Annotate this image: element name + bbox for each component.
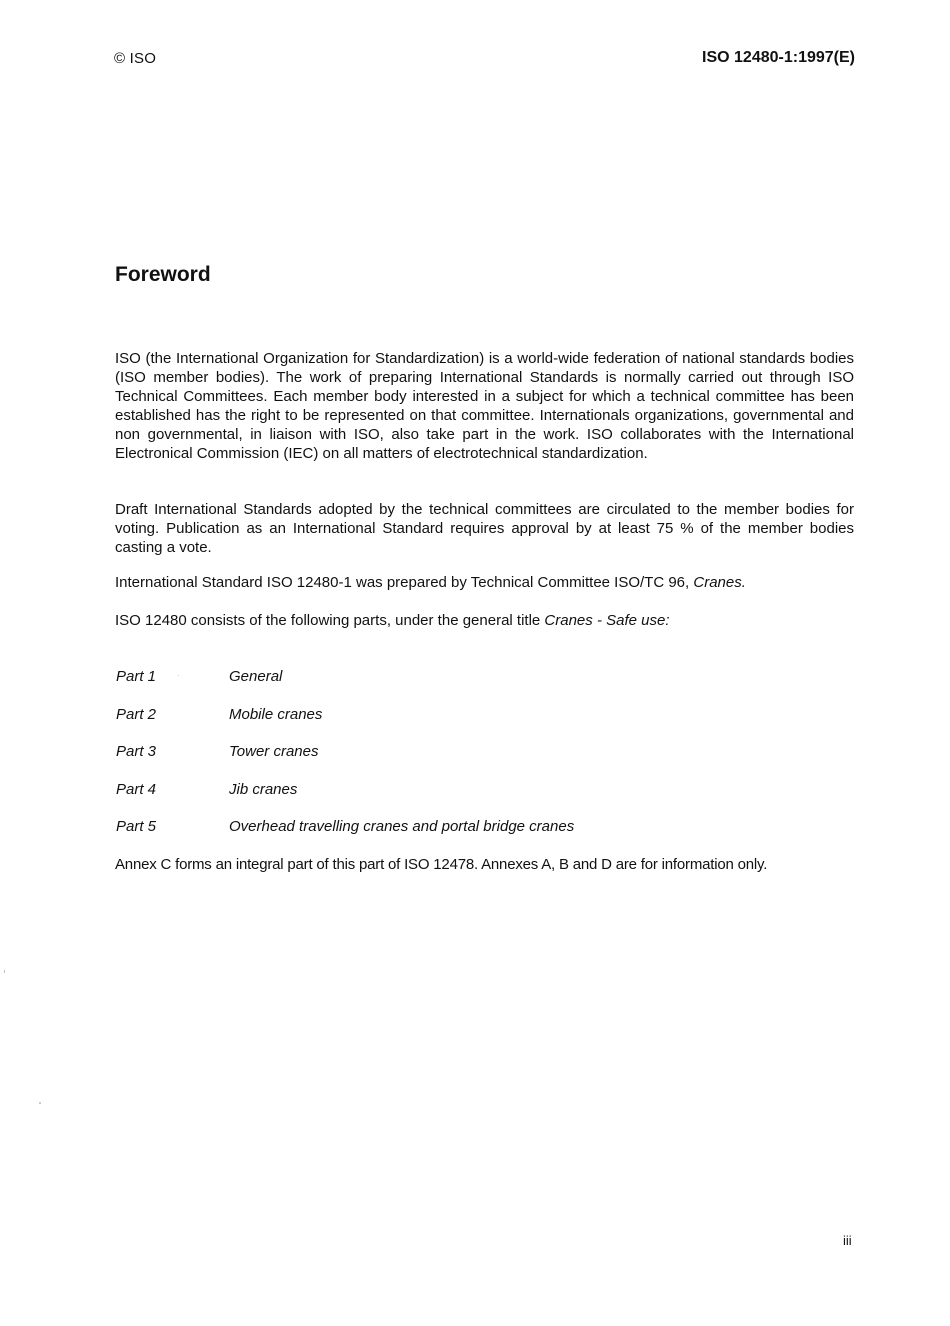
committee-title: Cranes. [693,574,746,591]
prepared-by-text: International Standard ISO 12480-1 was prepared by Technical Committee ISO/TC 96, [115,574,694,591]
paragraph-parts-intro [115,611,854,630]
list-item [116,743,856,781]
list-item [116,668,856,706]
scan-speck [39,1102,41,1104]
scan-speck [178,675,179,676]
part-title: Jib cranes [229,780,298,798]
part-number: Part 1 [116,668,157,685]
part-title: Mobile cranes [229,705,323,723]
part-number: Part 5 [116,818,157,835]
paragraph-prepared-by [115,573,854,592]
list-item [116,818,856,856]
parts-list [116,668,856,856]
part-title: Tower cranes [229,743,319,760]
paragraph-iso-intro: ISO (the International Organization for Standardization) is a world-wide federation of national standards bodies (ISO member bodies). The work of preparing International Standards is normally carried out through ISO Technical Committees. Each member body interested in a subject for which a technical committee has been established has the right to be represented on that committee. Internationals organizations, governmental and non governmental, in liaison with ISO, also take part in the work. ISO collaborates with the International Electronical Commission (IEC) on all matters of electrotechnical standardization. [115,350,854,462]
paragraph-annex-note: Annex C forms an integral part of this part of ISO 12478. Annexes A, B and D are for information only. [115,856,768,873]
list-item [116,781,856,819]
part-title: Overhead travelling cranes and portal bridge cranes [229,818,575,835]
list-item [116,706,856,744]
page-number: iii [843,1233,852,1248]
parts-intro-text: ISO 12480 consists of the following parts, under the general title [115,612,545,629]
part-number: Part 3 [116,743,157,760]
part-title: General [229,668,283,685]
scan-speck [4,970,5,973]
header-standard-id: ISO 12480-1:1997(E) [702,49,855,66]
general-title: Cranes - Safe use: [544,612,670,629]
part-number: Part 4 [116,780,157,798]
header-copyright: © ISO [114,50,157,67]
page-title: Foreword [115,263,211,286]
part-number: Part 2 [116,705,157,723]
paragraph-draft-standards: Draft International Standards adopted by the technical committees are circulated to the member bodies for voting. Publication as an International Standard requires approval by at least 75 % of the member bodies casting a vote. [115,501,854,556]
